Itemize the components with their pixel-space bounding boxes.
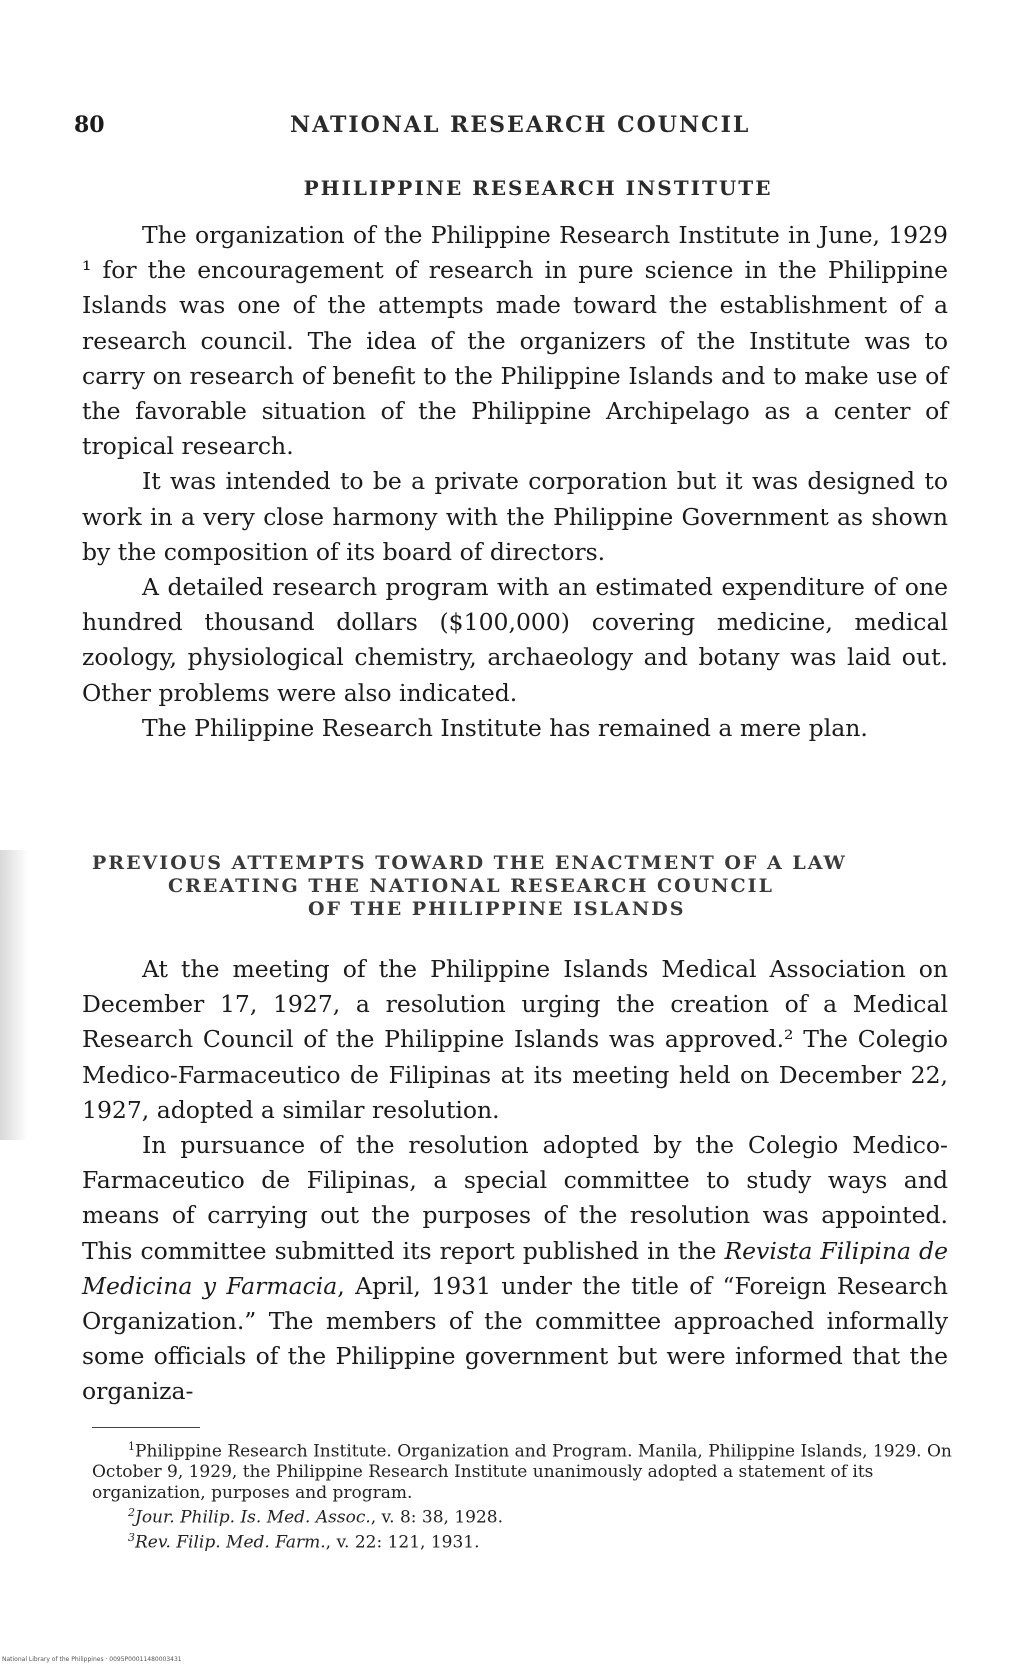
paragraph: The organization of the Philippine Research Institute in June, 1929 ¹ for the encouragement of research in pure science in the Philippine Islands was one of the attempts made toward the establishment of a research council. The idea of the organizers of the Institute was to carry on research of benefit to the Philippine Islands and to make use of the favorable situation of the Philippine Archipelago as a center of tropical research. bbox=[82, 221, 948, 461]
paragraph bbox=[82, 1128, 948, 1410]
page-edge-shadow bbox=[0, 850, 28, 1140]
footnote-3 bbox=[92, 1528, 966, 1553]
paragraph: It was intended to be a private corporation but it was designed to work in a very close harmony with the Philippine Government as shown by the composition of its board of directors. bbox=[82, 467, 948, 566]
running-head: NATIONAL RESEARCH COUNCIL bbox=[290, 112, 751, 138]
paragraph: A detailed research program with an estimated expenditure of one hundred thousand dollars ($100,000) covering medicine, medical zoology, physiological chemistry, archaeology and botany was laid out. Other problems were also indicated. bbox=[82, 573, 948, 707]
journal-title: Jour. Philip. Is. Med. Assoc. bbox=[135, 1507, 371, 1528]
footnote-1 bbox=[92, 1437, 966, 1503]
section-body-philippine-research-institute bbox=[82, 218, 948, 746]
paragraph: At the meeting of the Philippine Islands Medical Association on December 17, 1927, a resolution urging the creation of a Medical Research Council of the Philippine Islands was approved.² The Colegio Medico-Farmaceutico de Filipinas at its meeting held on December 22, 1927, adopted a similar resolution. bbox=[82, 955, 948, 1124]
footnote-text: Philippine Research Institute. Organization and Program. Manila, Philippine Islands, 1929. On October 9, 1929, the Philippine Research Institute unanimously adopted a statement of its organization, purposes and program. bbox=[92, 1441, 952, 1503]
footnote-marker: 1 bbox=[128, 1440, 135, 1453]
section-title-line: CREATING THE NATIONAL RESEARCH COUNCIL bbox=[168, 875, 774, 897]
journal-title: Rev. Filip. Med. Farm. bbox=[135, 1532, 326, 1553]
footnote-divider bbox=[92, 1427, 200, 1428]
paragraph-text: , April, 1931 under the title of “Foreign Research Organization.” The members of the committee approached informally some officials of the Philippine government but were informed that the organiza- bbox=[82, 1271, 948, 1406]
journal-title: Revista Filipina de Medicina y Farmacia bbox=[82, 1236, 948, 1300]
footnote-text: , v. 22: 121, 1931. bbox=[325, 1532, 480, 1553]
section-title-line: PREVIOUS ATTEMPTS TOWARD THE ENACTMENT OF A LAW bbox=[92, 852, 847, 874]
footnote-marker: 3 bbox=[128, 1531, 135, 1545]
section-title-previous-attempts bbox=[92, 852, 972, 921]
paragraph-text: In pursuance of the resolution adopted by the Colegio Medico-Farmaceutico de Filipinas, a special committee to study ways and means of carrying out the purposes of the resolution was appointed. This committee submitted its report published in the bbox=[82, 1131, 948, 1265]
section-body-previous-attempts bbox=[82, 952, 948, 1410]
page-header bbox=[74, 112, 924, 144]
footnote-2 bbox=[92, 1503, 966, 1528]
scan-imprint: National Library of the Philippines · 0095P00011480003431 bbox=[2, 1656, 182, 1663]
page-number: 80 bbox=[74, 112, 105, 138]
section-title-line: OF THE PHILIPPINE ISLANDS bbox=[308, 898, 686, 920]
footnote-text: , v. 8: 38, 1928. bbox=[370, 1507, 504, 1528]
paragraph: The Philippine Research Institute has remained a mere plan. bbox=[142, 713, 868, 742]
section-title-philippine-research-institute: PHILIPPINE RESEARCH INSTITUTE bbox=[303, 176, 773, 200]
footnote-marker: 2 bbox=[128, 1506, 135, 1520]
footnotes bbox=[92, 1437, 966, 1553]
